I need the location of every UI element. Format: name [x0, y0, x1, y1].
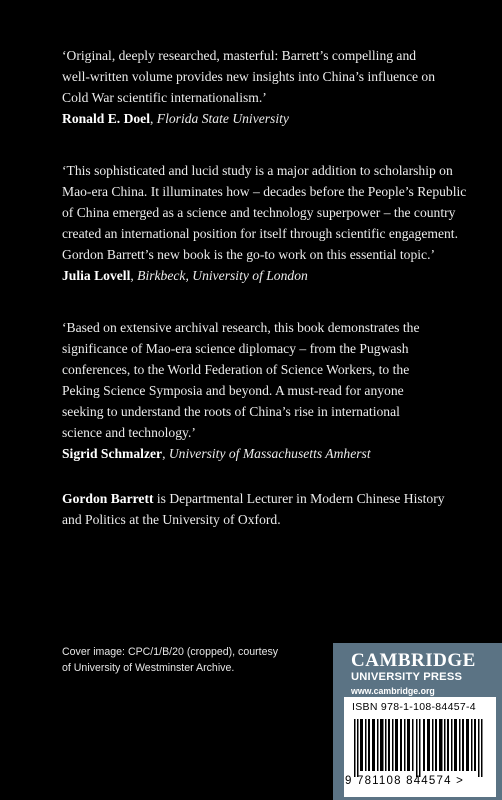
isbn-barcode — [344, 697, 496, 797]
endorser-affiliation: University of Massachusetts Amherst — [168, 446, 371, 461]
publisher-url: www.cambridge.org — [351, 686, 435, 696]
author-name: Gordon Barrett — [62, 491, 154, 506]
quote-line: Gordon Barrett’s new book is the go-to work on this essential topic.’ — [62, 247, 436, 262]
endorser-affiliation: Florida State University — [156, 111, 289, 126]
quote-line: Peking Science Symposia and beyond. A must-read for anyone — [62, 383, 404, 398]
publisher-press: UNIVERSITY PRESS — [351, 671, 463, 683]
quote-line: well-written volume provides new insights into China’s influence on — [62, 69, 436, 84]
quote-line: ‘This sophisticated and lucid study is a major addition to scholarship on — [62, 163, 453, 178]
author-bio-text: is Departmental Lecturer in Modern Chinese History — [153, 491, 445, 506]
endorser-attribution: Julia Lovell, Birkbeck, University of London — [62, 268, 308, 283]
quote-line: created an international position for itself through scientific engagement. — [62, 226, 458, 241]
quote-line: Mao-era China. It illuminates how – decades before the People’s Republic — [62, 184, 467, 199]
endorser-name: Ronald E. Doel — [62, 111, 150, 126]
endorser-name: Sigrid Schmalzer — [62, 446, 163, 461]
publisher-name: CAMBRIDGE — [351, 650, 476, 671]
endorser-attribution: Ronald E. Doel, Florida State University — [62, 111, 289, 126]
quote-line: Cold War scientific internationalism.’ — [62, 90, 267, 105]
endorsement-schmalzer — [62, 317, 482, 464]
quote-line: of China emerged as a science and technology superpower – the country — [62, 205, 456, 220]
isbn-label: ISBN 978-1-108-84457-4 — [352, 701, 476, 713]
author-bio-line: and Politics at the University of Oxford. — [62, 512, 281, 527]
barcode-digits: 9 781108 844574 > — [345, 775, 464, 787]
quote-line: science and technology.’ — [62, 425, 196, 440]
author-bio — [62, 488, 482, 530]
credit-line: of University of Westminster Archive. — [62, 662, 235, 674]
endorsement-lovell — [62, 160, 482, 286]
endorser-attribution: Sigrid Schmalzer, University of Massachusetts Amherst — [62, 446, 371, 461]
author-bio-line — [62, 488, 482, 509]
quote-line: conferences, to the World Federation of Science Workers, to the — [62, 362, 410, 377]
credit-line: Cover image: CPC/1/B/20 (cropped), courtesy — [62, 646, 279, 658]
quote-line: seeking to understand the roots of China’s rise in international — [62, 404, 400, 419]
endorsement-doel — [62, 45, 482, 129]
quote-line: ‘Based on extensive archival research, this book demonstrates the — [62, 320, 420, 335]
quote-line: ‘Original, deeply researched, masterful: Barrett’s compelling and — [62, 48, 417, 63]
endorser-affiliation: Birkbeck, University of London — [137, 268, 308, 283]
back-cover-text — [62, 45, 482, 530]
endorser-name: Julia Lovell — [62, 268, 131, 283]
cover-image-credit — [62, 644, 302, 676]
quote-line: significance of Mao-era science diplomacy – from the Pugwash — [62, 341, 409, 356]
barcode-bars-icon — [354, 719, 486, 777]
